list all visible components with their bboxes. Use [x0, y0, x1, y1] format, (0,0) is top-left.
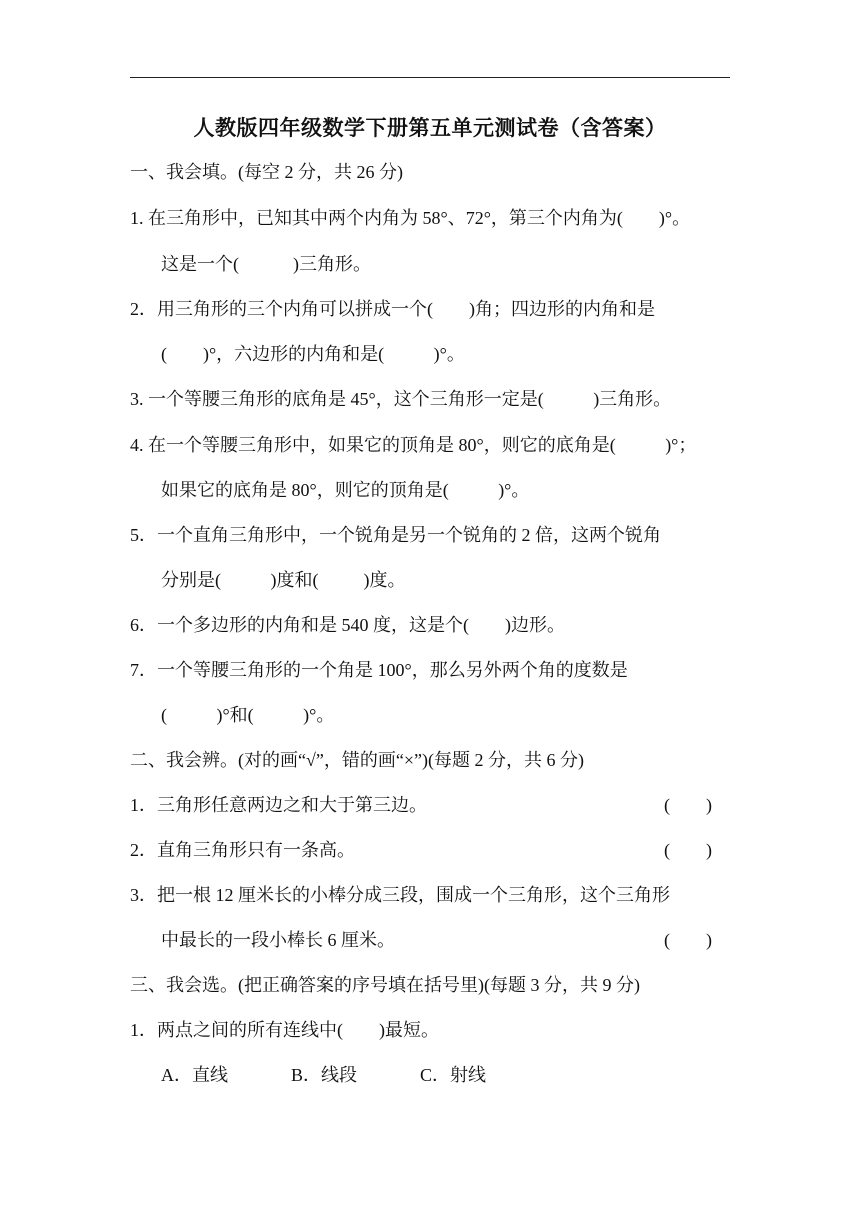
page-title: 人教版四年级数学下册第五单元测试卷（含答案）	[193, 116, 667, 140]
judge-2-answer-blank: ( )	[664, 840, 712, 860]
judge-1-answer-blank: ( )	[664, 795, 712, 815]
judge-3-line-2: 中最长的一段小棒长 6 厘米。	[161, 930, 395, 950]
question-7-line-1: 7．一个等腰三角形的一个角是 100°，那么另外两个角的度数是	[130, 660, 628, 680]
header-rule	[130, 77, 730, 78]
question-3: 3. 一个等腰三角形的底角是 45°，这个三角形一定是( )三角形。	[130, 389, 672, 409]
section-1-heading: 一、我会填。(每空 2 分，共 26 分)	[130, 162, 403, 182]
judge-2: 2．直角三角形只有一条高。	[130, 840, 355, 860]
judge-3-answer-blank: ( )	[664, 930, 712, 950]
choice-1: 1．两点之间的所有连线中( )最短。	[130, 1020, 439, 1040]
question-4-line-1: 4. 在一个等腰三角形中，如果它的顶角是 80°，则它的底角是( )°；	[130, 435, 697, 455]
question-5-line-2: 分别是( )度和( )度。	[161, 570, 406, 590]
question-2-line-1: 2．用三角形的三个内角可以拼成一个( )角；四边形的内角和是	[130, 299, 655, 319]
question-1-line-1: 1. 在三角形中，已知其中两个内角为 58°、72°，第三个内角为( )°。	[130, 208, 691, 228]
question-6: 6．一个多边形的内角和是 540 度，这是个( )边形。	[130, 615, 565, 635]
question-5-line-1: 5．一个直角三角形中，一个锐角是另一个锐角的 2 倍，这两个锐角	[130, 525, 661, 545]
question-1-line-2: 这是一个( )三角形。	[161, 254, 371, 274]
section-2-heading: 二、我会辨。(对的画“√”，错的画“×”)(每题 2 分，共 6 分)	[130, 750, 584, 770]
judge-1: 1．三角形任意两边之和大于第三边。	[130, 795, 427, 815]
question-4-line-2: 如果它的底角是 80°，则它的顶角是( )°。	[161, 480, 530, 500]
choice-1-options: A．直线 B．线段 C．射线	[161, 1065, 487, 1085]
question-2-line-2: ( )°，六边形的内角和是( )°。	[161, 344, 465, 364]
judge-3-line-1: 3．把一根 12 厘米长的小棒分成三段，围成一个三角形，这个三角形	[130, 885, 670, 905]
section-3-heading: 三、我会选。(把正确答案的序号填在括号里)(每题 3 分，共 9 分)	[130, 975, 640, 995]
question-7-line-2: ( )°和( )°。	[161, 705, 335, 725]
